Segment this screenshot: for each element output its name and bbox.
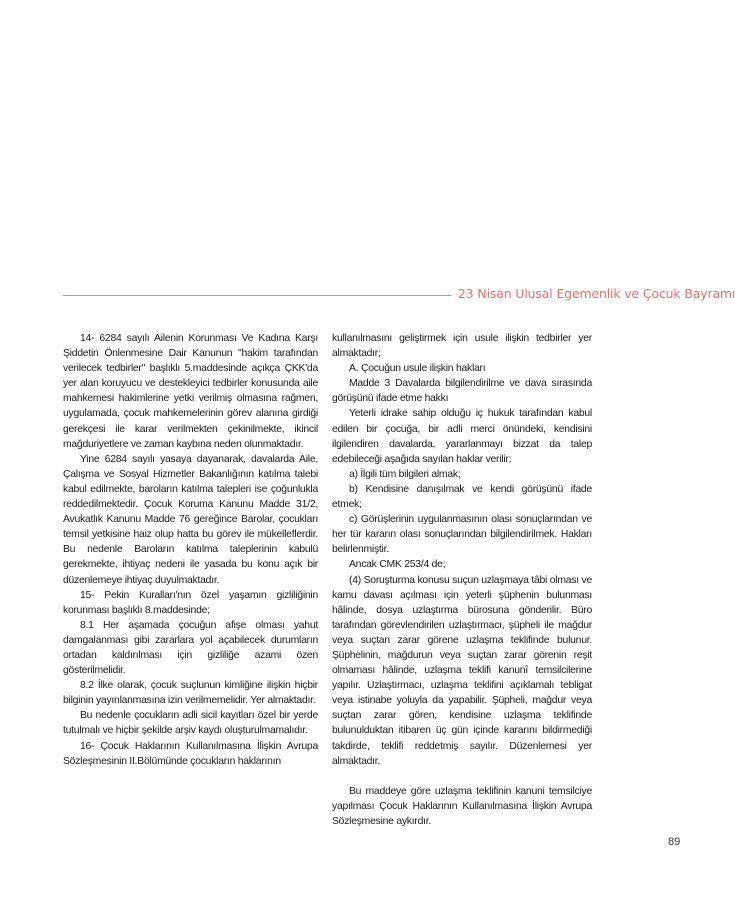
paragraph-14: 14- 6284 sayılı Ailenin Korunması Ve Kadına Karşı Şiddetin Önlenmesine Dair Kanunun "hakim tarafından verilecek tedbirler" başlıklı 5.maddesinde açıkça ÇKK'da yer alan koruyucu ve destekleyici tedbirler konusunda aile mahkemesi hakimlerine yetki verilmiş olmasına rağmen, uygulamada, çocuk mahkemelerinin görev alanına girdiği gerekçesi ile karar verilmekten çekinilmekte, ikincil mağduriyetlere ve zaman kaybına neden olunmaktadır. bbox=[63, 333, 318, 450]
paragraph-cmk-253-4: (4) Soruşturma konusu suçun uzlaşmaya tâbi olması ve kamu davası açılması için yeterli şüphenin bulunması hâlinde, dosya uzlaştırma bürosuna gönderilir. Büro tarafından görevlendirilen uzlaştırmacı, şüpheli ile mağdur veya suçtan zarar görene uzlaşma teklifinde bulunur. Şüphelinin, mağdurun veya suçtan zarar görenin reşit olmaması hâlinde, uzlaşma teklifi kanunî temsilcilerine yapılır. Uzlaştırmacı, uzlaşma teklifini açıklamalı tebligat veya istinabe yoluyla da yapabilir. Şüpheli, mağdur veya suçtan zarar gören, kendisine uzlaşma teklifinde bulunulduktan itibaren üç gün içinde kararını bildirmediği takdirde, teklifi reddetmiş sayılır. Düzenlemesi yer almaktadır. bbox=[332, 574, 592, 767]
paragraph-16: 16- Çocuk Haklarının Kullanılmasına İlişkin Avrupa Sözleşmesinin II.Bölümünde çocukların haklarının bbox=[63, 740, 318, 767]
paragraph-cmk: Ancak CMK 253/4 de; bbox=[349, 559, 446, 571]
list-item-c: c) Görüşlerinin uygulanmasının olası sonuçlarından ve her tür kararın olası sonuçlarından bilgilendirilmek. Hakları belirlenmiştir. bbox=[332, 514, 592, 556]
right-column bbox=[332, 331, 592, 829]
paragraph-8-2: 8.2 İlke olarak, çocuk suçlunun kimliğine ilişkin hiçbir bilginin yayınlanmasına izin verilmemelidir. Yer almaktadır. bbox=[63, 680, 318, 707]
paragraph-8-1: 8.1 Her aşamada çocuğun afişe olması yahut damgalanması gibi zararlara yol açabilecek durumların ortadan kaldırılması için gizliliğe azami özen gösterilmelidir. bbox=[63, 619, 318, 677]
left-column bbox=[63, 331, 318, 769]
list-item-a: a) İlgili tüm bilgileri almak; bbox=[349, 468, 461, 480]
paragraph-6284-baro: Yine 6284 sayılı yasaya dayanarak, davalarda Aile, Çalışma ve Sosyal Hizmetler Bakanlığının katılma talebi kabul edilmekte, baroların katılma talepleri ise çoğunlukla reddedilmektedir. Çocuk Koruma Kanunu Madde 31/2, Avukatlık Kanunu Madde 76 gereğince Barolar, çocukları temsil yetkisine haiz olup hatta bu görev ile mükelleflerdir. Bu nedenle Baroların katılma taleplerinin kabulü gerekmekte, ihtiyaç nedeni ile yasada bu konu açık bir düzenlemeye ihtiyaç duyulmaktadır. bbox=[63, 453, 318, 586]
paragraph-madde-3: Madde 3 Davalarda bilgilendirilme ve dava sırasında görüşünü ifade etme hakkı bbox=[332, 378, 592, 405]
paragraph-15: 15- Pekin Kuralları'nın özel yaşamın gizliliğinin korunması başlıklı 8.maddesinde; bbox=[63, 589, 318, 616]
paragraph-16-continued: kullanılmasını geliştirmek için usule ilişkin tedbirler yer almaktadır; bbox=[332, 333, 592, 360]
page-number: 89 bbox=[668, 836, 681, 848]
paragraph-yeterli-idrak: Yeterli idrake sahip olduğu iç hukuk tarafından kabul edilen bir çocuğa, bir adli merci önündeki, kendisini ilgilendiren davalarda, yararlanmayı bizzat da talep edebileceği aşağıda sayılan haklar verilir: bbox=[332, 408, 592, 465]
paragraph-section-a: A. Çocuğun usule ilişkin hakları bbox=[349, 363, 486, 375]
running-header-title: 23 Nisan Ulusal Egemenlik ve Çocuk Bayramı bbox=[458, 286, 735, 301]
header-rule bbox=[63, 295, 451, 296]
paragraph-adli-sicil: Bu nedenle çocukların adli sicil kayıtları özel bir yerde tutulmalı ve hiçbir şekilde arşiv kaydı oluşturulmamalıdır. bbox=[63, 710, 318, 737]
paragraph-conclusion: Bu maddeye göre uzlaşma teklifinin kanuni temsilciye yapılması Çocuk Haklarının Kullanılmasına İlişkin Avrupa Sözleşmesine aykırdır. bbox=[332, 785, 592, 827]
list-item-b: b) Kendisine danışılmak ve kendi görüşünü ifade etmek; bbox=[332, 483, 592, 511]
